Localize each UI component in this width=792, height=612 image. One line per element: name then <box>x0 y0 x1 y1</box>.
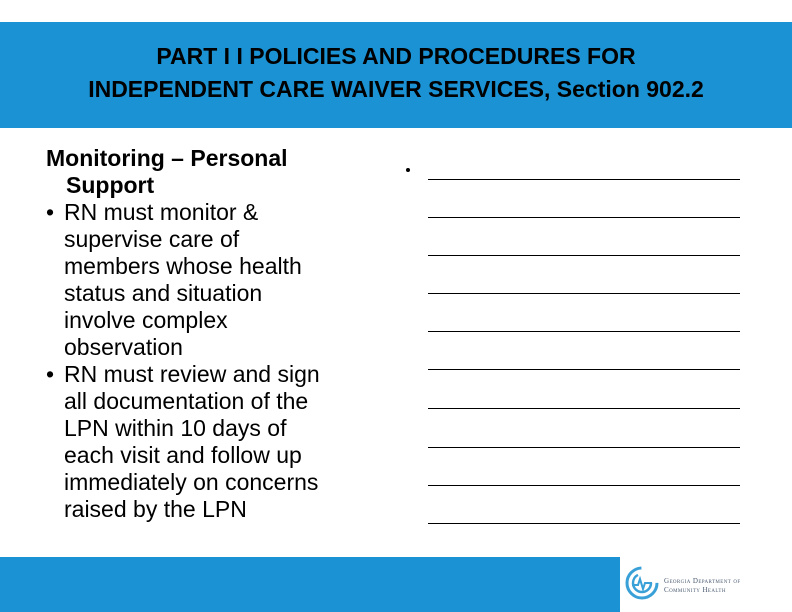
left-content <box>46 145 396 523</box>
heading-line-1: Monitoring – Personal <box>46 145 288 171</box>
note-lines <box>428 0 740 612</box>
heading-line-2: Support <box>66 172 155 198</box>
note-line <box>428 485 740 486</box>
bullet-2-line-5: immediately on concerns <box>64 469 319 495</box>
note-line <box>428 179 740 180</box>
right-bullet-icon <box>406 168 410 172</box>
note-line <box>428 369 740 370</box>
logo-line-1: Georgia Department of <box>664 577 741 585</box>
dch-logo <box>620 557 792 612</box>
title-line-1: PART I I POLICIES AND PROCEDURES FOR <box>156 43 636 69</box>
bullet-1-line-5: involve complex <box>64 307 228 333</box>
note-line <box>428 447 740 448</box>
bullet-1-line-1: RN must monitor & <box>64 199 259 225</box>
dch-logo-icon <box>624 565 660 601</box>
bullet-list <box>46 199 396 523</box>
bullet-1-line-4: status and situation <box>64 280 263 306</box>
section-heading <box>46 145 396 199</box>
logo-line-2: Community Health <box>664 586 726 594</box>
bullet-1-line-6: observation <box>64 334 183 360</box>
note-line <box>428 523 740 524</box>
note-line <box>428 331 740 332</box>
logo-text <box>664 577 741 595</box>
note-line <box>428 408 740 409</box>
bullet-1-line-3: members whose health <box>64 253 302 279</box>
title-line-2: INDEPENDENT CARE WAIVER SERVICES, Section 902.2 <box>88 76 704 102</box>
bullet-2-line-2: all documentation of the <box>64 388 309 414</box>
note-line <box>428 217 740 218</box>
bullet-2-line-1: RN must review and sign <box>64 361 320 387</box>
bullet-2-line-4: each visit and follow up <box>64 442 302 468</box>
bullet-2-line-6: raised by the LPN <box>64 496 247 522</box>
bullet-2-line-3: LPN within 10 days of <box>64 415 287 441</box>
bullet-icon: • <box>46 361 55 387</box>
note-line <box>428 255 740 256</box>
bullet-item-1 <box>46 199 396 361</box>
note-line <box>428 293 740 294</box>
bullet-1-line-2: supervise care of <box>64 226 240 252</box>
bullet-icon: • <box>46 199 55 225</box>
bullet-item-2 <box>46 361 396 523</box>
